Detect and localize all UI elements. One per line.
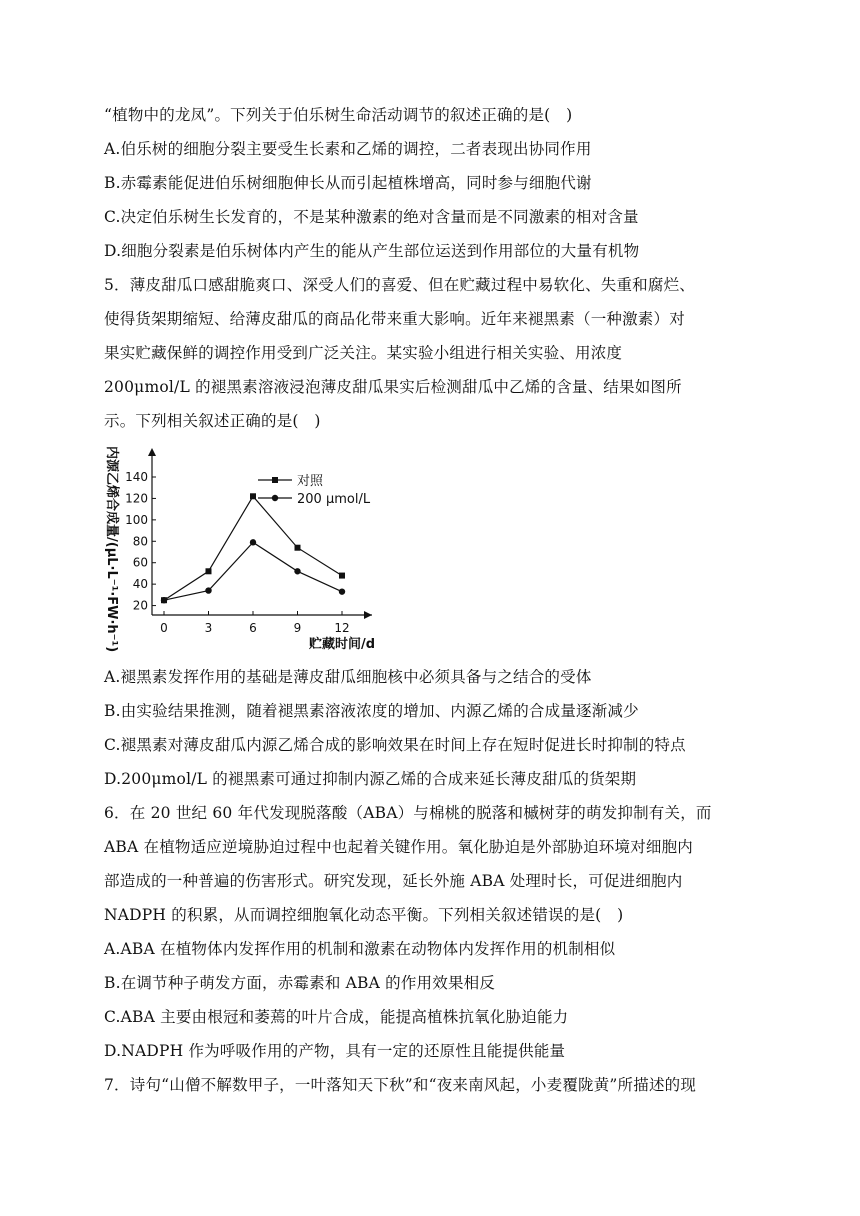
question-6-option-c: C.ABA 主要由根冠和萎蔫的叶片合成，能提高植株抗氧化胁迫能力: [104, 1008, 569, 1026]
x-tick-label: 12: [334, 621, 350, 635]
question-5-option-d: D.200μmol/L 的褪黑素可通过抑制内源乙烯的合成来延长薄皮甜瓜的货架期: [104, 770, 637, 788]
y-tick-label: 100: [125, 512, 148, 527]
question-4-stem-end: “植物中的龙凤”。下列关于伯乐树生命活动调节的叙述正确的是( ): [104, 106, 573, 124]
ethylene-line-chart: [100, 440, 400, 655]
y-tick-label: 140: [125, 470, 148, 484]
data-point-treatment: [205, 587, 211, 593]
question-6-option-d: D.NADPH 作为呼吸作用的产物，具有一定的还原性且能提供能量: [104, 1042, 566, 1060]
legend-label-2: 200 μmol/L: [297, 492, 371, 507]
data-point-control: [250, 493, 256, 499]
question-4-option-b: B.赤霉素能促进伯乐树细胞伸长从而引起植株增高，同时参与细胞代谢: [104, 174, 592, 192]
data-point-control: [206, 568, 212, 574]
data-point-treatment: [250, 539, 256, 545]
x-tick-label: 6: [249, 621, 257, 635]
y-tick-label: 40: [132, 577, 148, 592]
question-5-stem-line-2: 使得货架期缩短、给薄皮甜瓜的商品化带来重大影响。近年来褪黑素（一种激素）对: [104, 310, 685, 328]
question-6-stem-line-2: ABA 在植物适应逆境胁迫过程中也起着关键作用。氧化胁迫是外部胁迫环境对细胞内: [104, 838, 694, 856]
legend-label-1: 对照: [297, 474, 324, 489]
data-point-control: [339, 573, 345, 579]
x-axis-arrow: [364, 611, 372, 619]
question-4-option-d: D.细胞分裂素是伯乐树体内产生的能从产生部位运送到作用部位的大量有机物: [104, 242, 640, 260]
data-point-treatment: [294, 568, 300, 574]
x-tick-label: 3: [204, 621, 213, 635]
question-5-option-c: C.褪黑素对薄皮甜瓜内源乙烯合成的影响效果在时间上存在短时促进长时抑制的特点: [104, 736, 686, 754]
y-tick-label: 60: [132, 555, 148, 570]
question-5-stem-line-1: 5．薄皮甜瓜口感甜脆爽口、深受人们的喜爱、但在贮藏过程中易软化、失重和腐烂、: [104, 276, 695, 294]
y-tick-label: 120: [125, 491, 148, 506]
question-5-option-a: A.褪黑素发挥作用的基础是薄皮甜瓜细胞核中必须具备与之结合的受体: [104, 668, 592, 686]
question-5-stem-line-4: 200μmol/L 的褪黑素溶液浸泡薄皮甜瓜果实后检测甜瓜中乙烯的含量、结果如图所: [104, 378, 682, 396]
series-line-2: [164, 542, 342, 600]
question-5-stem-line-3: 果实贮藏保鲜的调控作用受到广泛关注。某实验小组进行相关实验、用浓度: [104, 344, 623, 362]
data-point-treatment: [161, 597, 167, 603]
x-axis-label: 贮藏时间/d: [308, 637, 376, 652]
y-axis-arrow: [148, 448, 156, 456]
legend-marker-square: [272, 477, 278, 483]
data-point-treatment: [339, 588, 345, 594]
question-4-option-a: A.伯乐树的细胞分裂主要受生长素和乙烯的调控，二者表现出协同作用: [104, 140, 592, 158]
question-5-stem-line-5: 示。下列相关叙述正确的是( ): [104, 412, 321, 430]
x-tick-label: 9: [293, 621, 302, 635]
chart-legend: [258, 473, 371, 507]
question-6-option-b: B.在调节种子萌发方面，赤霉素和 ABA 的作用效果相反: [104, 974, 496, 992]
question-6-option-a: A.ABA 在植物体内发挥作用的机制和激素在动物体内发挥作用的机制相似: [104, 940, 616, 958]
series-line-1: [164, 496, 342, 600]
x-tick-label: 0: [160, 621, 168, 635]
question-5-option-b: B.由实验结果推测，随着褪黑素溶液浓度的增加、内源乙烯的合成量逐渐减少: [104, 702, 639, 720]
question-7-stem-line-1: 7．诗句“山僧不解数甲子，一叶落知天下秋”和“夜来南风起，小麦覆陇黄”所描述的现: [104, 1076, 697, 1094]
ethylene-chart: [100, 440, 400, 655]
question-4-option-c: C.决定伯乐树生长发育的，不是某种激素的绝对含量而是不同激素的相对含量: [104, 208, 639, 226]
chart-series: [161, 493, 345, 603]
y-tick-label: 20: [132, 598, 148, 613]
question-6-stem-line-1: 6．在 20 世纪 60 年代发现脱落酸（ABA）与棉桃的脱落和槭树芽的萌发抑制有关，而: [104, 804, 712, 822]
data-point-control: [295, 545, 301, 551]
legend-marker-circle: [272, 495, 278, 501]
y-axis-label: 内源乙烯合成量/(μL·L⁻¹·FW·h⁻¹): [104, 446, 119, 653]
chart-axes: [148, 448, 372, 619]
question-6-stem-line-3: 部造成的一种普遍的伤害形式。研究发现，延长外施 ABA 处理时长，可促进细胞内: [104, 872, 683, 890]
y-tick-label: 80: [132, 534, 148, 549]
question-6-stem-line-4: NADPH 的积累，从而调控细胞氧化动态平衡。下列相关叙述错误的是( ): [104, 906, 624, 924]
